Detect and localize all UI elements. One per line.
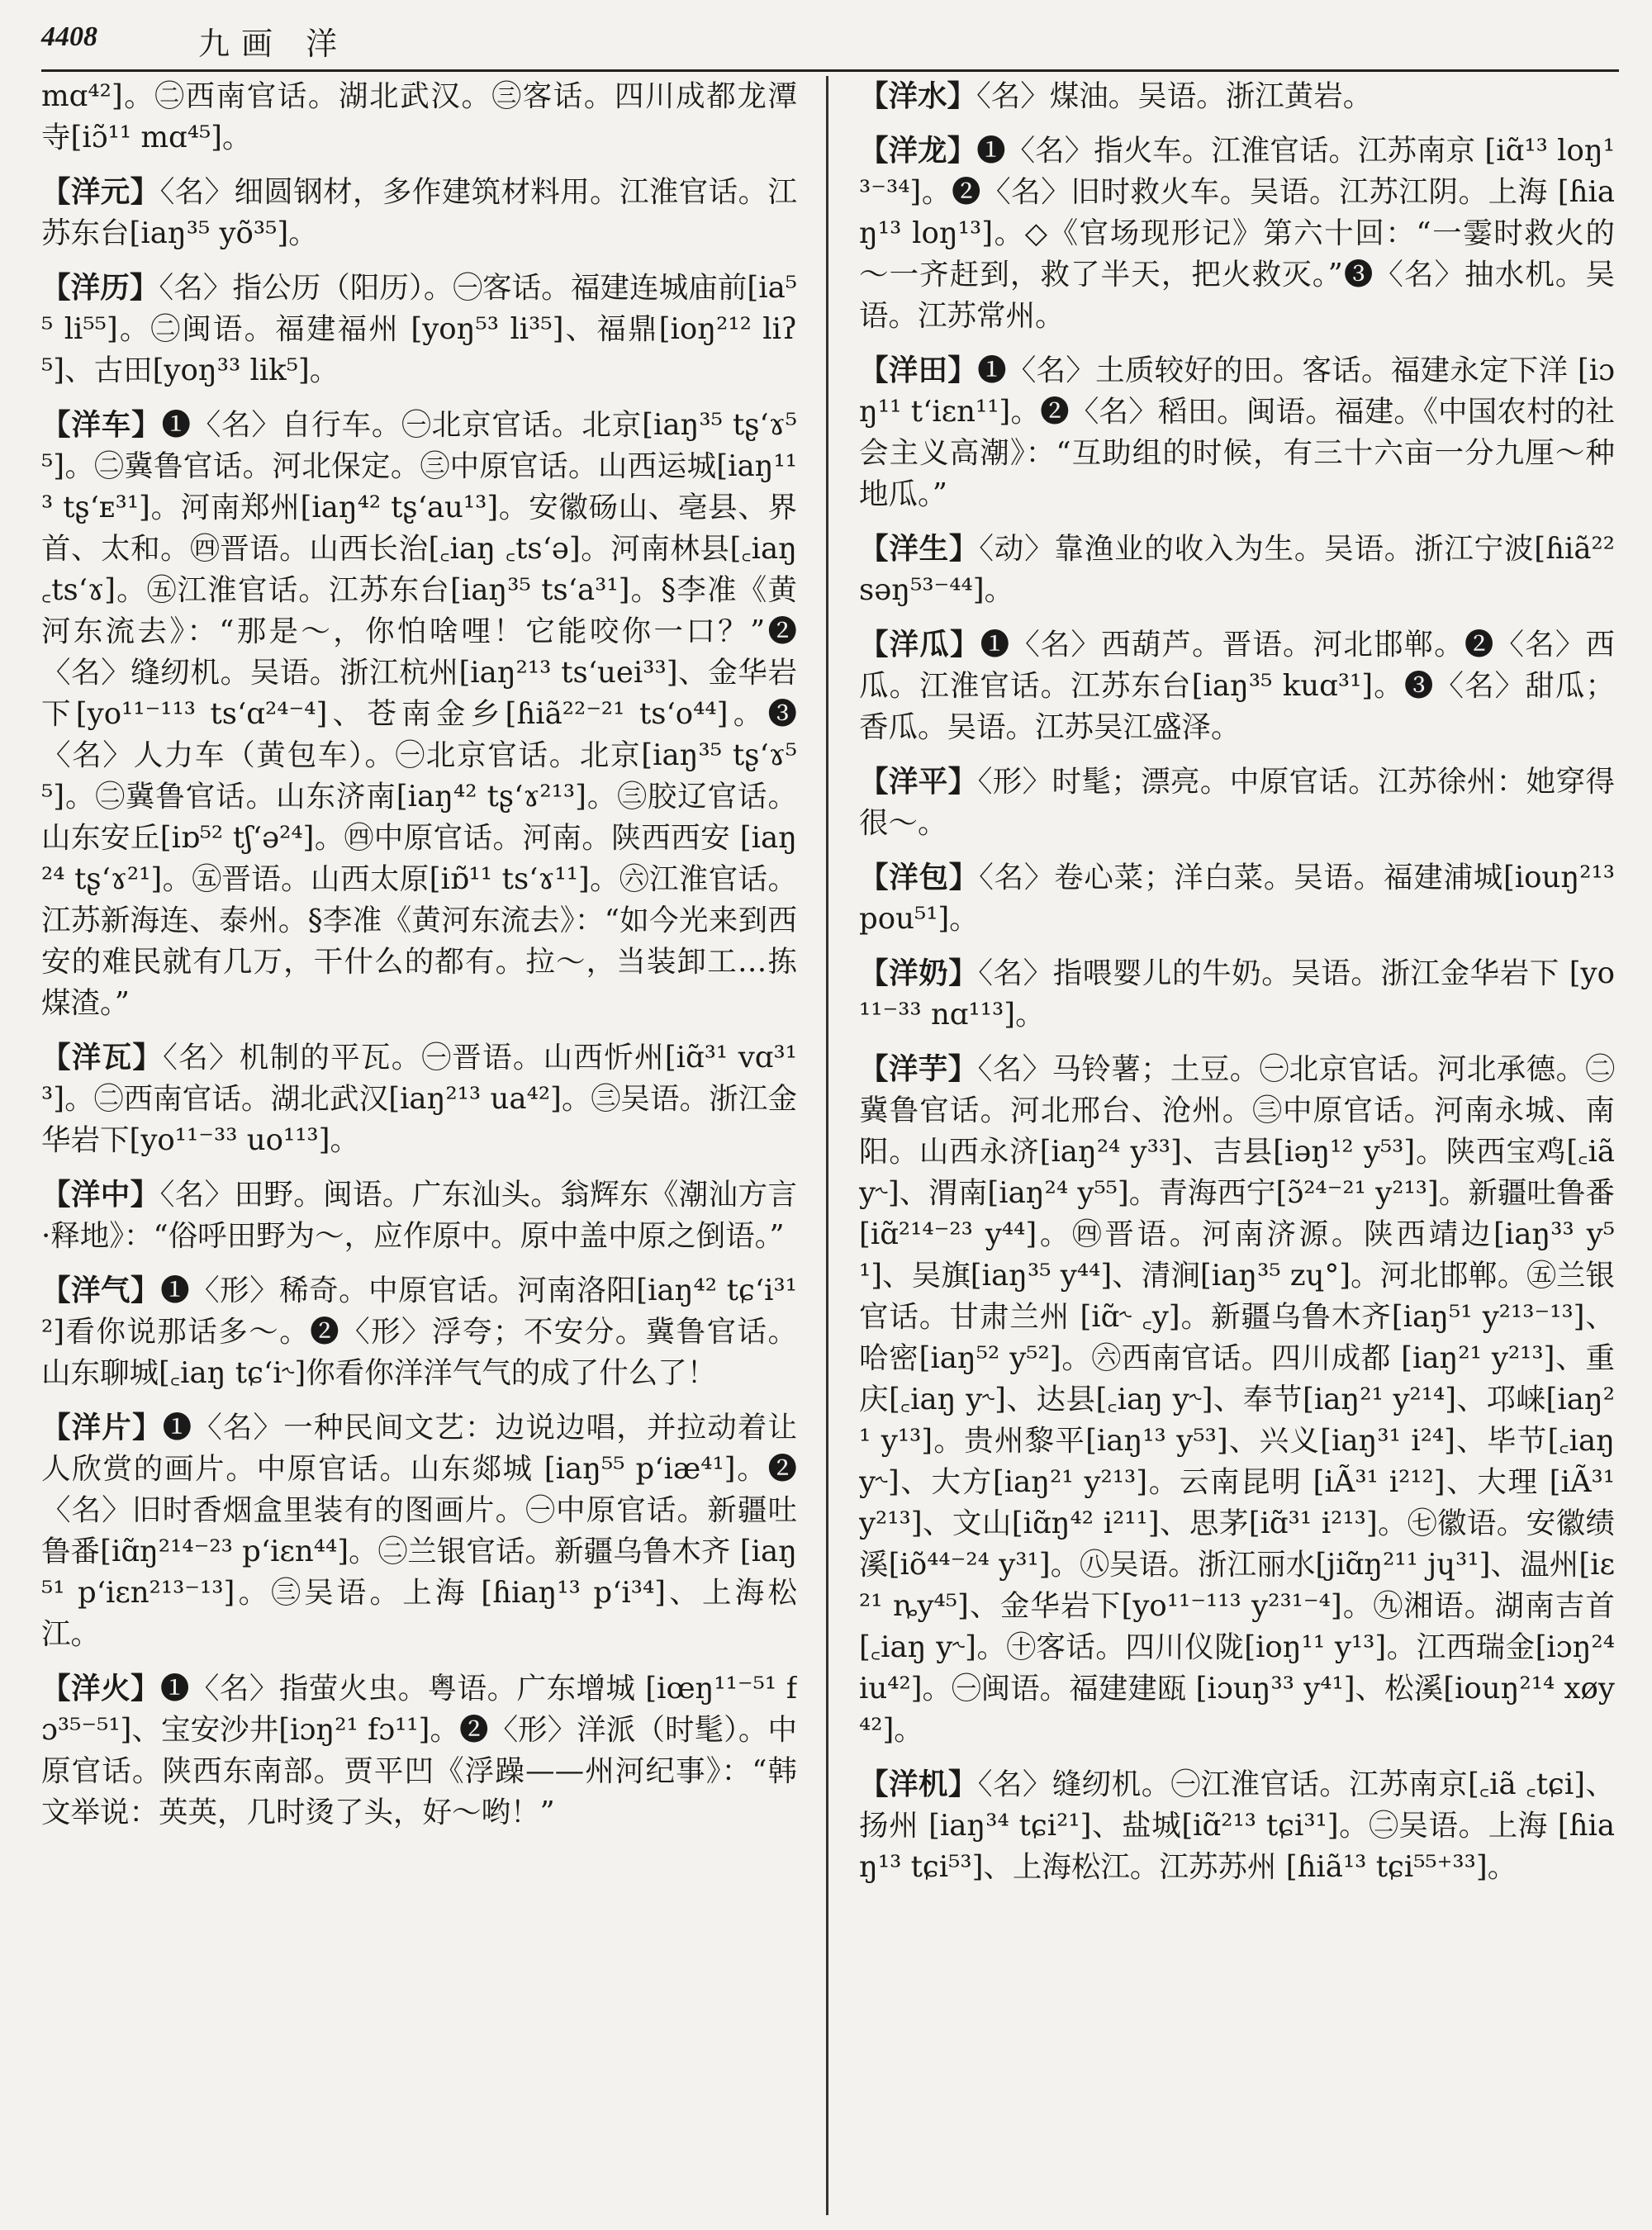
entry-text: ❶〈名〉一种民间文艺：边说边唱，并拉动着让人欣赏的画片。中原官话。山东郯城 [iaŋ⁵⁵ pʻiæ⁴¹]。❷〈名〉旧时香烟盒里装有的图画片。㊀中原官话。新疆吐鲁番[iɑ̃ŋ²¹⁴⁻²³ pʻiɛn⁴⁴]。㊁兰银官话。新疆乌鲁木齐 [iaŋ⁵¹ pʻiɛn²¹³⁻¹³]。㊂吴语。上海 [ɦiaŋ¹³ pʻi³⁴]、上海松江。 <box>41 1411 797 1651</box>
entry-headword: 洋历 <box>70 271 130 305</box>
entry-text: 〈名〉缝纫机。㊀江淮官话。江苏南京[꜀iã ꜀tɕi]、扬州 [iaŋ³⁴ tɕi²¹]、盐城[iɑ̃²¹³ tɕi³¹]。㊁吴语。上海 [ɦiaŋ¹³ tɕi⁵³]、上海松江。江苏苏州 [ɦiã¹³ tɕi⁵⁵⁺³³]。 <box>859 1767 1615 1884</box>
entry-text: 〈动〉靠渔业的收入为生。吴语。浙江宁波[ɦiã²² səŋ⁵³⁻⁴⁴]。 <box>859 532 1615 607</box>
dictionary-entry: 【洋气】❶〈形〉稀奇。中原官话。河南洛阳[iaŋ⁴² tɕʻi³¹²]看你说那话多～。❷〈形〉浮夸；不安分。冀鲁官话。山东聊城[꜀iaŋ tɕʻi˞]你看你洋洋气气的成了什么了！ <box>41 1274 797 1390</box>
entry-headword: 洋中 <box>70 1178 131 1212</box>
dictionary-entry: 【洋包】〈名〉卷心菜；洋白菜。吴语。福建浦城[iouŋ²¹³ pou⁵¹]。 <box>859 861 1615 936</box>
entry-headword: 洋瓜 <box>889 628 950 662</box>
dictionary-entry: 【洋田】❶〈名〉土质较好的田。客话。福建永定下洋 [iɔŋ¹¹ tʻiɛn¹¹]。❷〈名〉稻田。闽语。福建。《中国农村的社会主义高潮》：“互助组的时候，有三十六亩一分九厘～种地瓜。” <box>859 353 1615 511</box>
column-divider <box>826 76 828 2215</box>
entry-text: ❶〈名〉指萤火虫。粤语。广东增城 [iœŋ¹¹⁻⁵¹ fɔ³⁵⁻⁵¹]、宝安沙井[iɔŋ²¹ fɔ¹¹]。❷〈形〉洋派（时髦）。中原官话。陕西东南部。贾平凹《浮躁——州河纪事》：“韩文举说：英英，几时烫了头，好～哟！” <box>41 1672 797 1829</box>
page-header <box>41 17 1619 72</box>
entry-text: ❶〈名〉指火车。江淮官话。江苏南京 [iɑ̃¹³ loŋ¹³⁻³⁴]。❷〈名〉旧时救火车。吴语。江苏江阴。上海 [ɦiaŋ¹³ loŋ¹³]。◇《官场现形记》第六十回：“一霎时救火的～一齐赶到，救了半天，把火救灭。”❸〈名〉抽水机。吴语。江苏常州。 <box>859 134 1615 333</box>
entry-headword: 洋芋 <box>888 1052 948 1086</box>
dictionary-entry: 【洋火】❶〈名〉指萤火虫。粤语。广东增城 [iœŋ¹¹⁻⁵¹ fɔ³⁵⁻⁵¹]、宝安沙井[iɔŋ²¹ fɔ¹¹]。❷〈形〉洋派（时髦）。中原官话。陕西东南部。贾平凹《浮躁——州河纪事》：“韩文举说：英英，几时烫了头，好～哟！” <box>41 1672 797 1829</box>
entry-text: 〈名〉卷心菜；洋白菜。吴语。福建浦城[iouŋ²¹³ pou⁵¹]。 <box>859 861 1615 936</box>
entry-headword: 洋田 <box>888 353 948 387</box>
entry-text: 〈名〉马铃薯；土豆。㊀北京官话。河北承德。㊁冀鲁官话。河北邢台、沧州。㊂中原官话。河南永城、南阳。山西永济[iaŋ²⁴ y³³]、吉县[iəŋ¹² y⁵³]。陕西宝鸡[꜀iã y˞]、渭南[iaŋ²⁴ y⁵⁵]。青海西宁[ɔ̃²⁴⁻²¹ y²¹³]。新疆吐鲁番[iɑ̃²¹⁴⁻²³ y⁴⁴]。㊃晋语。河南济源。陕西靖边[iaŋ³³ y⁵¹]、吴旗[iaŋ³⁵ y⁴⁴]、清涧[iaŋ³⁵ zɥ°]。河北邯郸。㊄兰银官话。甘肃兰州 [iɑ̃˞ ꜀y]。新疆乌鲁木齐[iaŋ⁵¹ y²¹³⁻¹³]、哈密[iaŋ⁵² y⁵²]。㊅西南官话。四川成都 [iaŋ²¹ y²¹³]、重庆[꜀iaŋ y˞]、达县[꜀iaŋ y˞]、奉节[iaŋ²¹ y²¹⁴]、邛崃[iaŋ²¹ y¹³]。贵州黎平[iaŋ¹³ y⁵³]、兴义[iaŋ³¹ i²⁴]、毕节[꜀iaŋ y˞]、大方[iaŋ²¹ y²¹³]。云南昆明 [iÃ³¹ i²¹²]、大理 [iÃ³¹ y²¹³]、文山[iɑ̃ŋ⁴² i²¹¹]、思茅[iɑ̃³¹ i²¹³]。㊆徽语。安徽绩溪[iõ⁴⁴⁻²⁴ y³¹]。㊇吴语。浙江丽水[jiɑ̃ŋ²¹¹ jɥ³¹]、温州[iɛ²¹ ȵy⁴⁵]、金华岩下[yo¹¹⁻¹¹³ y²³¹⁻⁴]。㊈湘语。湖南吉首[꜀iaŋ y˞]。㊉客话。四川仪陇[ioŋ¹¹ y¹³]。江西瑞金[iɔŋ²⁴ iu⁴²]。㊀闽语。福建建瓯 [iɔuŋ³³ y⁴¹]、松溪[iouŋ²¹⁴ xøy⁴²]。 <box>859 1052 1615 1747</box>
entry-headword: 洋瓦 <box>71 1041 133 1075</box>
entry-headword: 洋包 <box>889 861 949 894</box>
dictionary-entry: 【洋机】〈名〉缝纫机。㊀江淮官话。江苏南京[꜀iã ꜀tɕi]、扬州 [iaŋ³⁴ tɕi²¹]、盐城[iɑ̃²¹³ tɕi³¹]。㊁吴语。上海 [ɦiaŋ¹³ tɕi⁵³]、上海松江。江苏苏州 [ɦiã¹³ tɕi⁵⁵⁺³³]。 <box>859 1767 1615 1884</box>
entry-text: mɑ⁴²]。㊁西南官话。湖北武汉。㊂客话。四川成都龙潭寺[iɔ̃¹¹ mɑ⁴⁵]。 <box>41 79 797 154</box>
entry-text: 〈名〉机制的平瓦。㊀晋语。山西忻州[iɑ̃³¹ vɑ³¹³]。㊁西南官话。湖北武汉[iaŋ²¹³ ua⁴²]。㊂吴语。浙江金华岩下[yo¹¹⁻³³ uo¹¹³]。 <box>41 1041 797 1157</box>
entry-headword: 洋奶 <box>889 956 949 990</box>
dictionary-entry: 【洋生】〈动〉靠渔业的收入为生。吴语。浙江宁波[ɦiã²² səŋ⁵³⁻⁴⁴]。 <box>859 532 1615 607</box>
entry-text: ❶〈名〉西葫芦。晋语。河北邯郸。❷〈名〉西瓜。江淮官话。江苏东台[iaŋ³⁵ kuɑ³¹]。❸〈名〉甜瓜；香瓜。吴语。江苏吴江盛泽。 <box>859 628 1615 744</box>
entry-headword: 洋车 <box>71 408 132 442</box>
entry-headword: 洋元 <box>70 175 131 209</box>
dictionary-entry: 【洋元】〈名〉细圆钢材，多作建筑材料用。江淮官话。江苏东台[iaŋ³⁵ yõ³⁵]。 <box>41 175 797 250</box>
entry-headword: 洋生 <box>889 532 949 566</box>
dictionary-entry: 【洋水】〈名〉煤油。吴语。浙江黄岩。 <box>859 79 1373 113</box>
entry-text: ❶〈形〉稀奇。中原官话。河南洛阳[iaŋ⁴² tɕʻi³¹²]看你说那话多～。❷〈形〉浮夸；不安分。冀鲁官话。山东聊城[꜀iaŋ tɕʻi˞]你看你洋洋气气的成了什么了！ <box>41 1274 797 1390</box>
entry-headword: 洋气 <box>71 1274 131 1307</box>
entry-headword: 洋机 <box>888 1767 948 1801</box>
dictionary-entry: 【洋平】〈形〉时髦；漂亮。中原官话。江苏徐州：她穿得很～。 <box>859 765 1615 840</box>
dictionary-entry: 【洋车】❶〈名〉自行车。㊀北京官话。北京[iaŋ³⁵ tʂʻɤ⁵⁵]。㊁冀鲁官话。河北保定。㊂中原官话。山西运城[iaŋ¹¹³ tʂʻᴇ³¹]。河南郑州[iaŋ⁴² tʂʻau¹³]。安徽砀山、亳县、界首、太和。㊃晋语。山西长治[꜀iaŋ ꜀tsʻə]。河南林县[꜀iaŋ ꜀tsʻɤ]。㊄江淮官话。江苏东台[iaŋ³⁵ tsʻa³¹]。§李准《黄河东流去》：“那是～，你怕啥哩！它能咬你一口？”❷〈名〉缝纫机。吴语。浙江杭州[iaŋ²¹³ tsʻuei³³]、金华岩下[yo¹¹⁻¹¹³ tsʻɑ²⁴⁻⁴]、苍南金乡[ɦiã²²⁻²¹ tsʻo⁴⁴]。❸〈名〉人力车（黄包车）。㊀北京官话。北京[iaŋ³⁵ tʂʻɤ⁵⁵]。㊁冀鲁官话。山东济南[iaŋ⁴² tʂʻɤ²¹³]。㊂胶辽官话。山东安丘[iɒ⁵² tʃʻə²⁴]。㊃中原官话。河南。陕西西安 [iaŋ²⁴ tʂʻɤ²¹]。㊄晋语。山西太原[iɒ̃¹¹ tsʻɤ¹¹]。㊅江淮官话。江苏新海连、泰州。§李准《黄河东流去》：“如今光来到西安的难民就有几万，干什么的都有。拉～，当装卸工…拣煤渣。” <box>41 408 797 1020</box>
dictionary-entry: 【洋历】〈名〉指公历（阳历）。㊀客话。福建连城庙前[ia⁵⁵ li⁵⁵]。㊁闽语。福建福州 [yoŋ⁵³ li³⁵]、福鼎[ioŋ²¹² liʔ⁵]、古田[yoŋ³³ lik⁵]。 <box>41 271 797 387</box>
left-column <box>41 76 797 2223</box>
entry-text: ❶〈名〉自行车。㊀北京官话。北京[iaŋ³⁵ tʂʻɤ⁵⁵]。㊁冀鲁官话。河北保定。㊂中原官话。山西运城[iaŋ¹¹³ tʂʻᴇ³¹]。河南郑州[iaŋ⁴² tʂʻau¹³]。安徽砀山、亳县、界首、太和。㊃晋语。山西长治[꜀iaŋ ꜀tsʻə]。河南林县[꜀iaŋ ꜀tsʻɤ]。㊄江淮官话。江苏东台[iaŋ³⁵ tsʻa³¹]。§李准《黄河东流去》：“那是～，你怕啥哩！它能咬你一口？”❷〈名〉缝纫机。吴语。浙江杭州[iaŋ²¹³ tsʻuei³³]、金华岩下[yo¹¹⁻¹¹³ tsʻɑ²⁴⁻⁴]、苍南金乡[ɦiã²²⁻²¹ tsʻo⁴⁴]。❸〈名〉人力车（黄包车）。㊀北京官话。北京[iaŋ³⁵ tʂʻɤ⁵⁵]。㊁冀鲁官话。山东济南[iaŋ⁴² tʂʻɤ²¹³]。㊂胶辽官话。山东安丘[iɒ⁵² tʃʻə²⁴]。㊃中原官话。河南。陕西西安 [iaŋ²⁴ tʂʻɤ²¹]。㊄晋语。山西太原[iɒ̃¹¹ tsʻɤ¹¹]。㊅江淮官话。江苏新海连、泰州。§李准《黄河东流去》：“如今光来到西安的难民就有几万，干什么的都有。拉～，当装卸工…拣煤渣。” <box>41 408 797 1020</box>
section-title: 九画 洋 <box>198 26 349 62</box>
entry-text: 〈名〉田野。闽语。广东汕头。翁辉东《潮汕方言·释地》：“俗呼田野为～，应作原中。原中盖中原之倒语。” <box>41 1178 797 1253</box>
dictionary-entry <box>41 76 797 159</box>
dictionary-entry: 【洋龙】❶〈名〉指火车。江淮官话。江苏南京 [iɑ̃¹³ loŋ¹³⁻³⁴]。❷〈名〉旧时救火车。吴语。江苏江阴。上海 [ɦiaŋ¹³ loŋ¹³]。◇《官场现形记》第六十回：“一霎时救火的～一齐赶到，救了半天，把火救灭。”❸〈名〉抽水机。吴语。江苏常州。 <box>859 134 1615 333</box>
entry-text: 〈名〉指公历（阳历）。㊀客话。福建连城庙前[ia⁵⁵ li⁵⁵]。㊁闽语。福建福州 [yoŋ⁵³ li³⁵]、福鼎[ioŋ²¹² liʔ⁵]、古田[yoŋ³³ lik⁵]。 <box>41 271 797 387</box>
dictionary-entry: 【洋奶】〈名〉指喂婴儿的牛奶。吴语。浙江金华岩下 [yo¹¹⁻³³ nɑ¹¹³]。 <box>859 956 1615 1032</box>
right-column <box>859 76 1615 2223</box>
entry-headword: 洋龙 <box>888 134 947 168</box>
entry-text: 〈名〉指喂婴儿的牛奶。吴语。浙江金华岩下 [yo¹¹⁻³³ nɑ¹¹³]。 <box>859 956 1615 1032</box>
entry-headword: 洋火 <box>70 1672 131 1706</box>
page-number: 4408 <box>41 21 97 52</box>
entry-headword: 洋平 <box>888 765 948 799</box>
dictionary-entry: 【洋瓦】〈名〉机制的平瓦。㊀晋语。山西忻州[iɑ̃³¹ vɑ³¹³]。㊁西南官话。湖北武汉[iaŋ²¹³ ua⁴²]。㊂吴语。浙江金华岩下[yo¹¹⁻³³ uo¹¹³]。 <box>41 1041 797 1157</box>
entry-text: 〈名〉细圆钢材，多作建筑材料用。江淮官话。江苏东台[iaŋ³⁵ yõ³⁵]。 <box>41 175 797 250</box>
dictionary-entry: 【洋片】❶〈名〉一种民间文艺：边说边唱，并拉动着让人欣赏的画片。中原官话。山东郯城 [iaŋ⁵⁵ pʻiæ⁴¹]。❷〈名〉旧时香烟盒里装有的图画片。㊀中原官话。新疆吐鲁番[iɑ̃ŋ²¹⁴⁻²³ pʻiɛn⁴⁴]。㊁兰银官话。新疆乌鲁木齐 [iaŋ⁵¹ pʻiɛn²¹³⁻¹³]。㊂吴语。上海 [ɦiaŋ¹³ pʻi³⁴]、上海松江。 <box>41 1411 797 1651</box>
entry-headword: 洋水 <box>888 79 947 113</box>
dictionary-entry: 【洋瓜】❶〈名〉西葫芦。晋语。河北邯郸。❷〈名〉西瓜。江淮官话。江苏东台[iaŋ³⁵ kuɑ³¹]。❸〈名〉甜瓜；香瓜。吴语。江苏吴江盛泽。 <box>859 628 1615 744</box>
dictionary-entry: 【洋芋】〈名〉马铃薯；土豆。㊀北京官话。河北承德。㊁冀鲁官话。河北邢台、沧州。㊂中原官话。河南永城、南阳。山西永济[iaŋ²⁴ y³³]、吉县[iəŋ¹² y⁵³]。陕西宝鸡[꜀iã y˞]、渭南[iaŋ²⁴ y⁵⁵]。青海西宁[ɔ̃²⁴⁻²¹ y²¹³]。新疆吐鲁番[iɑ̃²¹⁴⁻²³ y⁴⁴]。㊃晋语。河南济源。陕西靖边[iaŋ³³ y⁵¹]、吴旗[iaŋ³⁵ y⁴⁴]、清涧[iaŋ³⁵ zɥ°]。河北邯郸。㊄兰银官话。甘肃兰州 [iɑ̃˞ ꜀y]。新疆乌鲁木齐[iaŋ⁵¹ y²¹³⁻¹³]、哈密[iaŋ⁵² y⁵²]。㊅西南官话。四川成都 [iaŋ²¹ y²¹³]、重庆[꜀iaŋ y˞]、达县[꜀iaŋ y˞]、奉节[iaŋ²¹ y²¹⁴]、邛崃[iaŋ²¹ y¹³]。贵州黎平[iaŋ¹³ y⁵³]、兴义[iaŋ³¹ i²⁴]、毕节[꜀iaŋ y˞]、大方[iaŋ²¹ y²¹³]。云南昆明 [iÃ³¹ i²¹²]、大理 [iÃ³¹ y²¹³]、文山[iɑ̃ŋ⁴² i²¹¹]、思茅[iɑ̃³¹ i²¹³]。㊆徽语。安徽绩溪[iõ⁴⁴⁻²⁴ y³¹]。㊇吴语。浙江丽水[jiɑ̃ŋ²¹¹ jɥ³¹]、温州[iɛ²¹ ȵy⁴⁵]、金华岩下[yo¹¹⁻¹¹³ y²³¹⁻⁴]。㊈湘语。湖南吉首[꜀iaŋ y˞]。㊉客话。四川仪陇[ioŋ¹¹ y¹³]。江西瑞金[iɔŋ²⁴ iu⁴²]。㊀闽语。福建建瓯 [iɔuŋ³³ y⁴¹]、松溪[iouŋ²¹⁴ xøy⁴²]。 <box>859 1052 1615 1747</box>
entry-headword: 洋片 <box>71 1411 132 1445</box>
entry-text: 〈形〉时髦；漂亮。中原官话。江苏徐州：她穿得很～。 <box>859 765 1615 840</box>
dictionary-entry: 【洋中】〈名〉田野。闽语。广东汕头。翁辉东《潮汕方言·释地》：“俗呼田野为～，应作原中。原中盖中原之倒语。” <box>41 1178 797 1253</box>
entry-text: ❶〈名〉土质较好的田。客话。福建永定下洋 [iɔŋ¹¹ tʻiɛn¹¹]。❷〈名〉稻田。闽语。福建。《中国农村的社会主义高潮》：“互助组的时候，有三十六亩一分九厘～种地瓜。” <box>859 353 1615 511</box>
entry-text: 〈名〉煤油。吴语。浙江黄岩。 <box>976 79 1373 113</box>
